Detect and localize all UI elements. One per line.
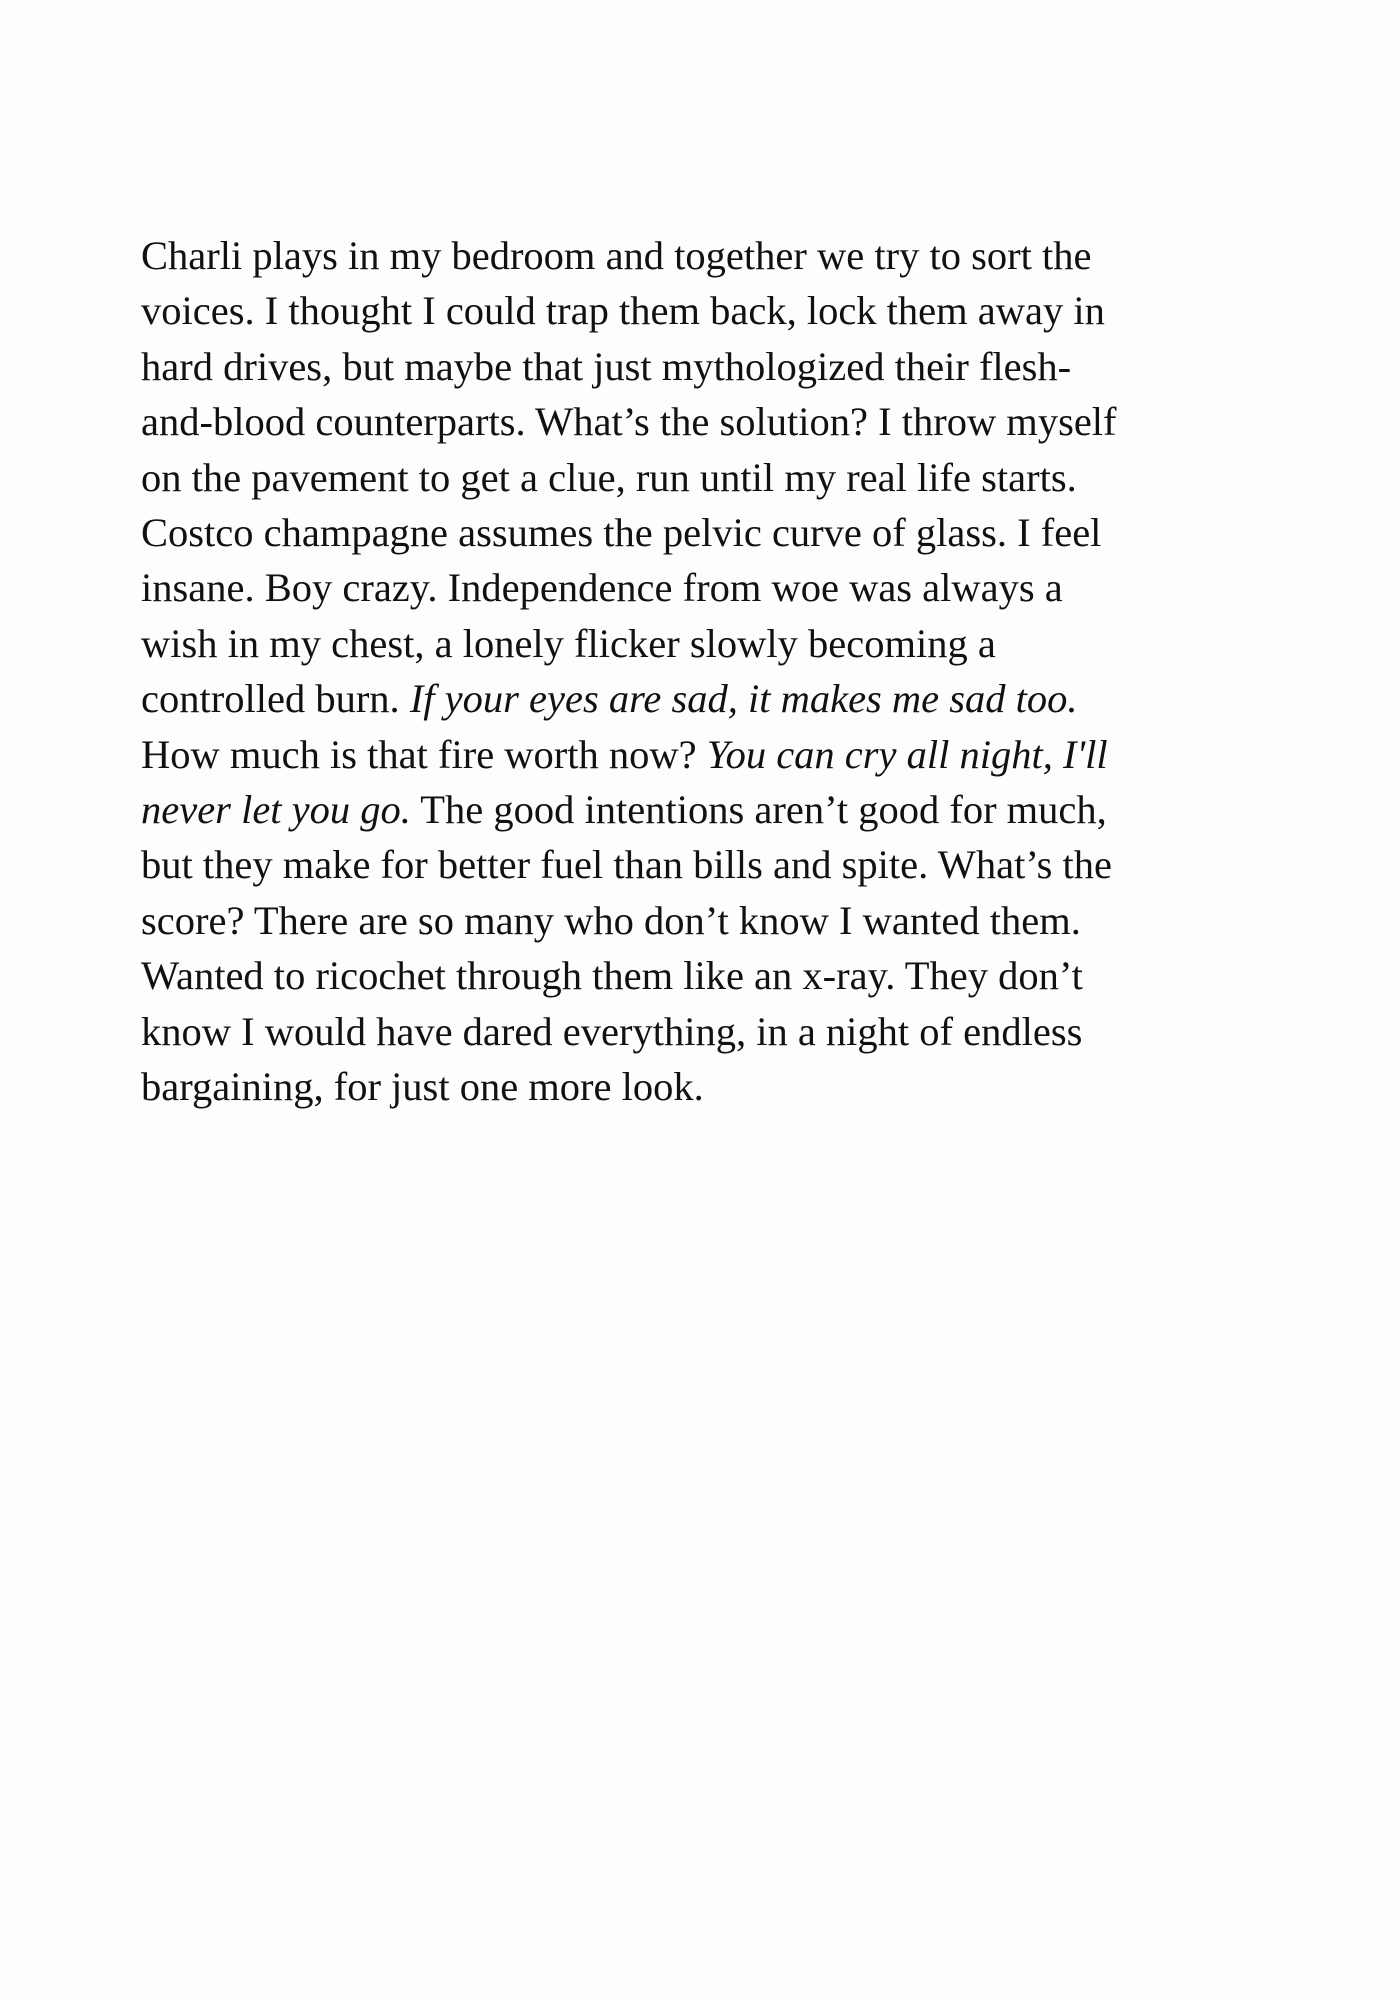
text-line — [141, 727, 1281, 782]
text-line — [141, 394, 1281, 449]
text-segment: on the pavement to get a clue, run until my real life starts. — [141, 454, 1077, 500]
text-line — [141, 893, 1281, 948]
text-segment: score? There are so many who don’t know I wanted them. — [141, 897, 1081, 943]
text-segment: and-blood counterparts. What’s the solution? I throw myself — [141, 399, 1117, 445]
text-line — [141, 1004, 1281, 1059]
italic-quote-segment: You can cry all night, I'll — [706, 731, 1108, 777]
text-segment: but they make for better fuel than bills and spite. What’s the — [141, 842, 1112, 888]
text-segment: The good intentions aren’t good for much, — [410, 787, 1107, 833]
text-segment: controlled burn. — [141, 676, 410, 722]
text-segment: voices. I thought I could trap them back, lock them away in — [141, 288, 1105, 334]
text-line — [141, 1059, 1281, 1114]
text-line — [141, 782, 1281, 837]
text-line — [141, 616, 1281, 671]
text-segment: hard drives, but maybe that just mythologized their flesh- — [141, 343, 1072, 389]
text-line — [141, 560, 1281, 615]
text-segment: insane. Boy crazy. Independence from woe was always a — [141, 565, 1063, 611]
text-line — [141, 283, 1281, 338]
prose-poem-body — [141, 228, 1281, 1115]
text-line — [141, 948, 1281, 1003]
text-segment: How much is that fire worth now? — [141, 731, 707, 777]
text-line — [141, 450, 1281, 505]
text-segment: Charli plays in my bedroom and together we try to sort the — [141, 233, 1092, 278]
text-line — [141, 671, 1281, 726]
text-segment: Wanted to ricochet through them like an x-ray. They don’t — [141, 953, 1083, 999]
text-segment: wish in my chest, a lonely flicker slowly becoming a — [141, 620, 996, 666]
italic-quote-segment: If your eyes are sad, it makes me sad too. — [409, 676, 1078, 722]
text-line — [141, 339, 1281, 394]
text-segment: bargaining, for just one more look. — [141, 1064, 704, 1110]
text-line — [141, 228, 1281, 283]
text-segment: know I would have dared everything, in a night of endless — [141, 1008, 1083, 1054]
text-line — [141, 505, 1281, 560]
text-line — [141, 837, 1281, 892]
italic-quote-segment: never let you go. — [141, 787, 411, 833]
text-segment: Costco champagne assumes the pelvic curve of glass. I feel — [141, 510, 1102, 556]
